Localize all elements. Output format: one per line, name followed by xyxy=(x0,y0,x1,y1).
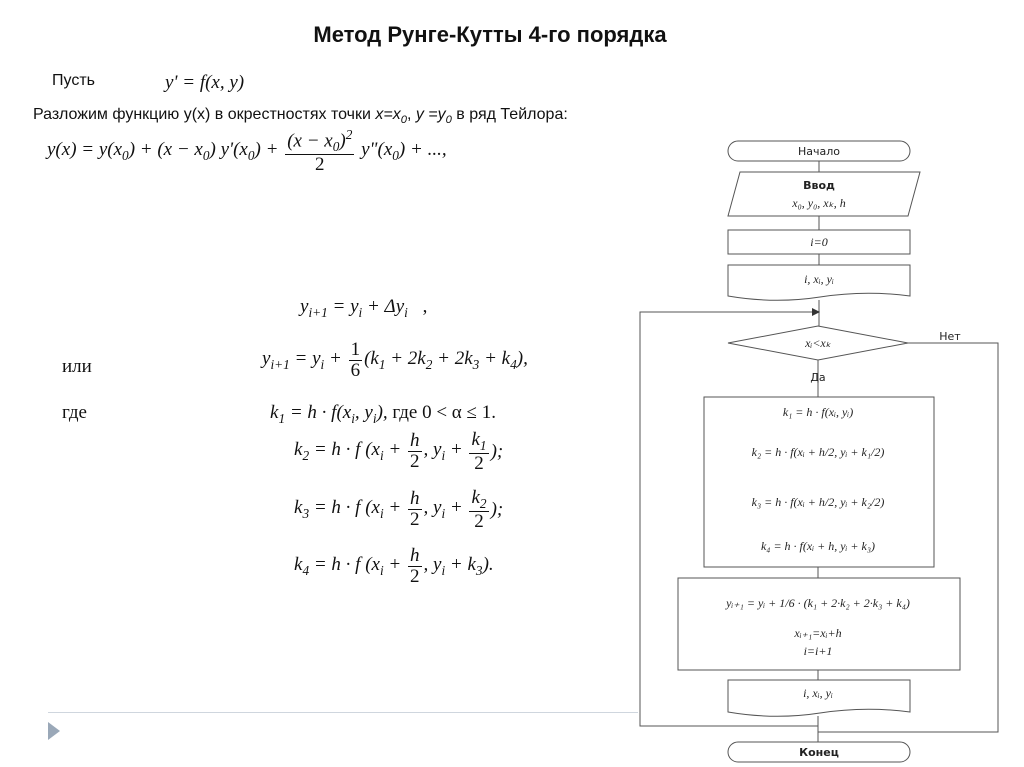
output2-vars: i, xᵢ, yᵢ xyxy=(803,686,833,700)
intro-post: в ряд Тейлора: xyxy=(451,106,568,123)
ode-formula: y' = f(x, y) xyxy=(165,72,245,93)
y-update-formula: yᵢ₊₁ = yᵢ + 1/6 · (k₁ + 2·k₂ + 2·k₃ + k₄) xyxy=(726,596,910,610)
intro-x-sub: 0 xyxy=(400,114,407,127)
k1-block-formula: k₁ = h · f(xᵢ, yᵢ) xyxy=(782,405,854,419)
x-update-formula: xᵢ₊₁=xᵢ+h xyxy=(794,626,842,640)
rk4-update-formula: $y_{i+1} = y_i$ + $\frac{1}{6}$ $(k_1 + 2k_2 + 2k_3 + k_4)$, xyxy=(262,339,528,381)
k4-formula: $k_4 = h \cdot f$ ($x_i$ + $\frac{h}{2}$ , $y_i + k_3$). xyxy=(294,545,494,587)
i-update-formula: i=i+1 xyxy=(803,644,833,658)
let-label: Пусть xyxy=(52,72,95,89)
init-label: i=0 xyxy=(810,235,828,249)
intro-y-sub: 0 xyxy=(445,114,452,127)
intro-y: y =y xyxy=(415,106,446,123)
k1-formula: $k_1 = h \cdot f(x_i$, $y_i$), где 0 < α ≤ 1. xyxy=(270,402,496,426)
intro-text: Разложим функцию y(x) в окрестностях точки xyxy=(33,106,376,123)
yes-label: Да xyxy=(810,371,826,384)
k3-formula: $k_3 = h \cdot f$ ($x_i$ + $\frac{h}{2}$ , $y_i$ + $\frac{k_2}{2}$ ); xyxy=(294,487,504,532)
k2-block-formula: k₂ = h · f(xᵢ + h/2, yᵢ + k₁/2) xyxy=(751,445,885,459)
intro-x: x=x xyxy=(375,106,401,123)
input-vars: x₀, y₀, xₖ, h xyxy=(792,196,846,210)
output-vars: i, xᵢ, yᵢ xyxy=(804,272,834,286)
alpha-condition: 0 < α ≤ 1. xyxy=(422,402,496,423)
k3-block-formula: k₃ = h · f(xᵢ + h/2, yᵢ + k₂/2) xyxy=(751,495,885,509)
slide-title: Метод Рунге-Кутты 4-го порядка xyxy=(313,22,667,47)
input-label: Ввод xyxy=(803,179,835,192)
no-label: Нет xyxy=(939,330,961,343)
taylor-series-formula: $y(x) = y(x_0) + (x - x_0) y'(x_0)$ + $\frac{(x - x_0)^2}{2}$ $y"(x_0)$ + ..., xyxy=(47,127,447,176)
or-label: или xyxy=(62,356,92,377)
end-label: Конец xyxy=(799,746,839,759)
condition-word: где xyxy=(392,402,418,423)
where-label: где xyxy=(62,402,87,423)
start-label: Начало xyxy=(797,145,841,158)
k4-block-formula: k₄ = h · f(xᵢ + h, yᵢ + k₃) xyxy=(760,539,876,553)
condition-label: xᵢ<xₖ xyxy=(805,336,831,350)
increment-formula: $y_{i+1} = y_i + \Delta y_i$ , xyxy=(300,296,428,320)
k2-formula: $k_2 = h \cdot f$ ($x_i$ + $\frac{h}{2}$ , $y_i$ + $\frac{k_1}{2}$ ); xyxy=(294,429,504,474)
intro-sep: , xyxy=(406,106,416,123)
